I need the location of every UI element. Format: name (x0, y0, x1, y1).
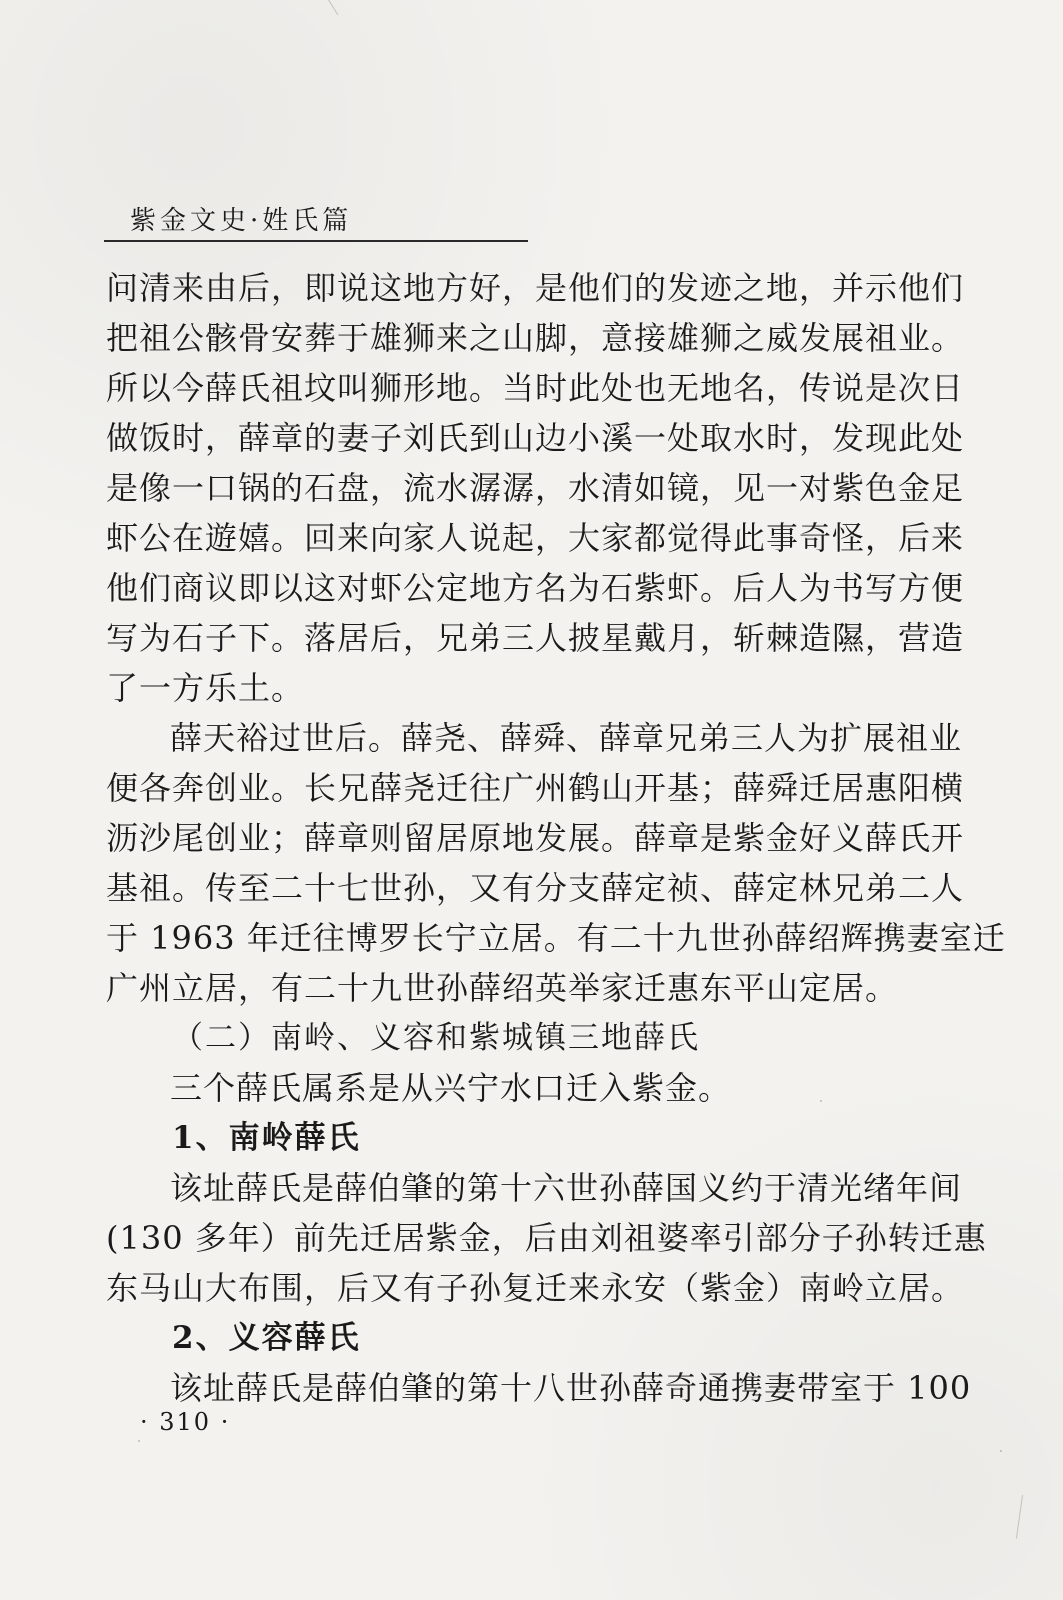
text-line: 他们商议即以这对虾公定地方名为石紫虾。后人为书写方便 (106, 569, 965, 607)
scan-dust (820, 1100, 822, 1102)
text-line: 把祖公骸骨安葬于雄狮来之山脚，意接雄狮之威发展祖业。 (106, 319, 965, 357)
text-line: 东马山大布围，后又有子孙复迁来永安（紫金）南岭立居。 (106, 1269, 965, 1307)
section-heading: （二）南岭、义容和紫城镇三地薛氏 (172, 1020, 700, 1056)
page-number: · 310 · (140, 1408, 231, 1436)
scan-dust (138, 1440, 140, 1442)
scan-mark (328, 0, 338, 15)
text-line: 问清来由后，即说这地方好，是他们的发迹之地，并示他们 (106, 269, 965, 307)
text-line: 是像一口锅的石盘，流水潺潺，水清如镜，见一对紫色金足 (106, 469, 965, 507)
text-line: 便各奔创业。长兄薛尧迁往广州鹤山开基；薛舜迁居惠阳横 (106, 769, 965, 807)
text-line: 了一方乐土。 (106, 669, 305, 707)
text-line: 做饭时，薛章的妻子刘氏到山边小溪一处取水时，发现此处 (106, 419, 965, 457)
header-rule (104, 240, 528, 242)
scan-dust (1000, 1450, 1002, 1452)
text-line: 广州立居，有二十九世孙薛绍英举家迁惠东平山定居。 (106, 969, 899, 1007)
running-header: 紫金文史·姓氏篇 (130, 206, 353, 236)
paragraph-start-line: 该址薛氏是薛伯肇的第十六世孙薛国义约于清光绪年间 (170, 1169, 963, 1207)
section-intro-line: 三个薛氏属系是从兴宁水口迁入紫金。 (170, 1069, 732, 1107)
scan-mark (1016, 1495, 1023, 1539)
text-line: 虾公在遊嬉。回来向家人说起，大家都觉得此事奇怪，后来 (106, 519, 965, 557)
text-line: 于 1963 年迁往博罗长宁立居。有二十九世孙薛绍辉携妻室迁 (106, 919, 1006, 957)
text-line: 基祖。传至二十七世孙，又有分支薛定祯、薛定林兄弟二人 (106, 869, 965, 907)
subheading-yirong: 2、义容薛氏 (172, 1320, 361, 1356)
text-line: 写为石子下。落居后，兄弟三人披星戴月，斩棘造隰，营造 (106, 619, 965, 657)
text-line: (130 多年）前先迁居紫金，后由刘祖婆率引部分子孙转迁惠 (106, 1219, 987, 1257)
text-line: 沥沙尾创业；薛章则留居原地发展。薛章是紫金好义薛氏开 (106, 819, 965, 857)
text-line: 所以今薛氏祖坟叫狮形地。当时此处也无地名，传说是次日 (106, 369, 965, 407)
paragraph-start-line: 薛天裕过世后。薛尧、薛舜、薛章兄弟三人为扩展祖业 (170, 719, 963, 757)
paragraph-start-line: 该址薛氏是薛伯肇的第十八世孙薛奇通携妻带室于 100 (170, 1369, 972, 1407)
subheading-nanling: 1、南岭薛氏 (172, 1120, 361, 1156)
